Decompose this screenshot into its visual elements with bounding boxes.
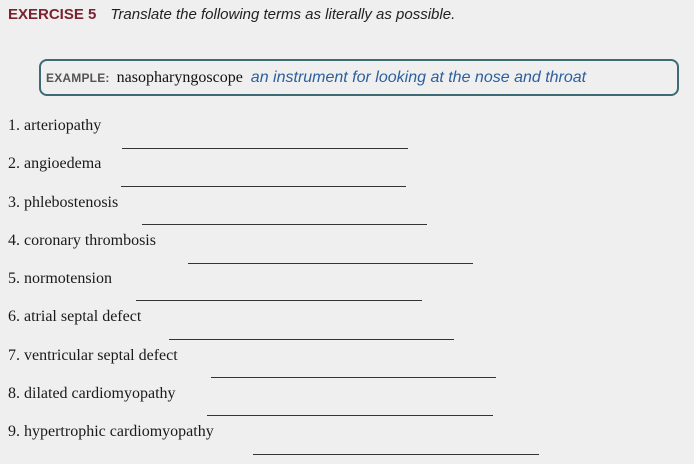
item-term: arteriopathy bbox=[24, 117, 102, 134]
item-number: 3. bbox=[8, 194, 20, 211]
item-number: 4. bbox=[8, 232, 20, 249]
exercise-item-5 bbox=[8, 270, 112, 288]
exercise-item-6 bbox=[8, 308, 141, 326]
exercise-item-3 bbox=[8, 194, 118, 212]
answer-line-2[interactable] bbox=[121, 186, 406, 187]
exercise-item-9 bbox=[8, 423, 214, 441]
answer-line-3[interactable] bbox=[142, 224, 427, 225]
answer-line-9[interactable] bbox=[253, 454, 539, 455]
item-term: atrial septal defect bbox=[24, 308, 142, 325]
answer-line-6[interactable] bbox=[169, 339, 454, 340]
example-term: nasopharyngoscope bbox=[116, 68, 243, 86]
answer-line-1[interactable] bbox=[122, 148, 408, 149]
item-term: angioedema bbox=[24, 155, 102, 172]
exercise-item-4 bbox=[8, 232, 156, 250]
item-term: normotension bbox=[24, 270, 112, 287]
item-number: 2. bbox=[8, 155, 20, 172]
example-box bbox=[39, 59, 679, 96]
exercise-item-7 bbox=[8, 347, 178, 365]
answer-line-7[interactable] bbox=[211, 377, 496, 378]
example-label: EXAMPLE: bbox=[46, 70, 110, 85]
item-number: 1. bbox=[8, 117, 20, 134]
exercise-item-8 bbox=[8, 385, 176, 403]
answer-line-4[interactable] bbox=[188, 263, 473, 264]
item-term: coronary thrombosis bbox=[24, 232, 156, 249]
item-term: dilated cardiomyopathy bbox=[24, 385, 176, 402]
item-number: 6. bbox=[8, 308, 20, 325]
item-number: 9. bbox=[8, 423, 20, 440]
exercise-header bbox=[8, 6, 455, 24]
item-number: 8. bbox=[8, 385, 20, 402]
exercise-item-2 bbox=[8, 155, 101, 173]
answer-line-8[interactable] bbox=[207, 415, 493, 416]
item-number: 7. bbox=[8, 347, 20, 364]
exercise-instruction: Translate the following terms as literally as possible. bbox=[110, 6, 456, 23]
item-term: phlebostenosis bbox=[24, 194, 119, 211]
exercise-item-1 bbox=[8, 117, 101, 135]
item-number: 5. bbox=[8, 270, 20, 287]
example-answer: an instrument for looking at the nose and throat bbox=[250, 68, 587, 86]
item-term: hypertrophic cardiomyopathy bbox=[24, 423, 214, 440]
exercise-label: EXERCISE 5 bbox=[8, 6, 97, 23]
item-term: ventricular septal defect bbox=[24, 347, 178, 364]
answer-line-5[interactable] bbox=[136, 300, 422, 301]
